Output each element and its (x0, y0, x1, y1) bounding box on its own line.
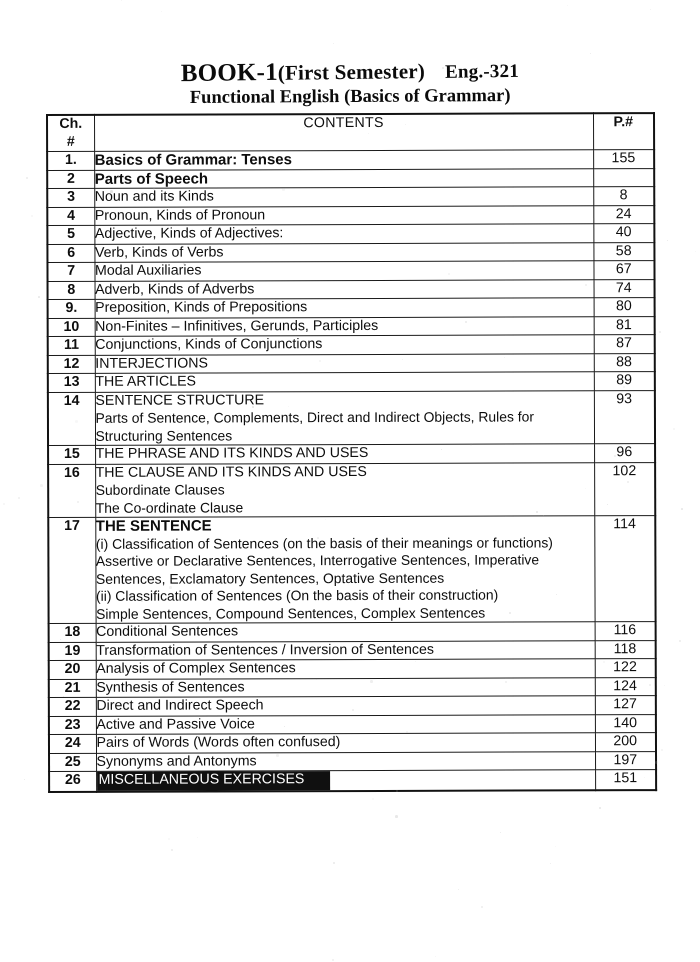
chapter-title-text: Noun and its Kinds (94, 188, 214, 205)
cell-chapter-title (96, 770, 595, 792)
cell-chapter-number: 11 (48, 336, 95, 355)
cell-page-number: 102 (594, 462, 655, 516)
cell-chapter-number: 9. (48, 299, 95, 318)
table-row (48, 390, 655, 445)
semester-label: (First Semester) (277, 59, 426, 85)
table-row (48, 316, 655, 336)
cell-page-number: 122 (595, 659, 656, 678)
cell-page-number: 200 (595, 733, 656, 752)
table-row (47, 261, 654, 281)
cell-chapter-number: 10 (48, 318, 95, 337)
table-row (48, 372, 655, 392)
chapter-title-text: Transformation of Sentences / Inversion of Sentences (96, 641, 435, 659)
cell-page-number: 124 (595, 677, 656, 696)
cell-chapter-title (94, 150, 593, 170)
cell-chapter-title (96, 659, 595, 679)
table-row (48, 353, 655, 373)
table-row (48, 462, 655, 517)
cell-chapter-number: 18 (49, 623, 96, 642)
cell-page-number: 58 (593, 242, 654, 261)
cell-chapter-title (96, 696, 595, 716)
cell-page-number: 127 (595, 696, 656, 715)
table-row (47, 168, 654, 188)
cell-chapter-number: 26 (49, 771, 96, 791)
chapter-title-text: Basics of Grammar: Tenses (94, 151, 292, 169)
cell-chapter-number: 6 (47, 244, 94, 263)
chapter-title-text: THE ARTICLES (95, 373, 197, 390)
column-header-page: P.# (593, 113, 654, 150)
cell-page-number: 81 (594, 316, 655, 335)
cell-chapter-number: 8 (48, 281, 95, 300)
cell-chapter-number: 13 (48, 373, 95, 392)
chapter-title-text: Conditional Sentences (96, 623, 239, 640)
cell-page-number: 24 (593, 205, 654, 224)
cell-chapter-number: 3 (47, 188, 94, 207)
cell-chapter-number: 12 (48, 355, 95, 374)
cell-chapter-title (96, 751, 595, 771)
cell-chapter-title (95, 316, 594, 336)
cell-chapter-number: 2 (47, 170, 94, 189)
cell-chapter-number: 7 (47, 262, 94, 281)
cell-chapter-title (96, 733, 595, 753)
cell-chapter-number: 20 (49, 660, 96, 679)
cell-chapter-number: 16 (48, 464, 95, 518)
cell-chapter-number: 17 (48, 517, 95, 623)
table-row (48, 444, 655, 464)
chapter-title-text: Direct and Indirect Speech (96, 697, 264, 714)
table-row (48, 298, 655, 318)
cell-chapter-title (94, 261, 593, 281)
cell-chapter-number: 5 (47, 225, 94, 244)
table-row (49, 714, 656, 734)
course-code: Eng.-321 (444, 60, 520, 83)
contents-table (46, 112, 657, 792)
chapter-title-text: Non-Finites – Infinitives, Gerunds, Participles (95, 317, 379, 335)
chapter-title-text: Adjective, Kinds of Adjectives: (94, 225, 284, 242)
chapter-title-text: Modal Auxiliaries (94, 262, 202, 279)
cell-chapter-title (94, 205, 593, 225)
table-row (49, 733, 656, 753)
cell-page-number: 87 (594, 335, 655, 354)
cell-page-number: 116 (595, 622, 656, 641)
table-row (47, 150, 654, 170)
table-row (49, 622, 656, 642)
cell-chapter-title (95, 298, 594, 318)
cell-page-number: 197 (595, 751, 656, 770)
chapter-title-text: Verb, Kinds of Verbs (94, 243, 224, 261)
chapter-title-text (97, 770, 595, 790)
cell-page-number: 67 (593, 261, 654, 280)
cell-chapter-title (95, 390, 594, 445)
cell-chapter-number: 21 (49, 679, 96, 698)
table-row (49, 696, 656, 716)
book-title: BOOK-1 (180, 58, 278, 88)
table-row (49, 751, 656, 771)
chapter-title-text: Pairs of Words (Words often confused) (96, 734, 341, 751)
cell-page-number: 8 (593, 187, 654, 206)
cell-page-number: 118 (595, 640, 656, 659)
chapter-title-text: Conjunctions, Kinds of Conjunctions (95, 336, 323, 353)
cell-chapter-number: 4 (47, 207, 94, 226)
cell-chapter-title (94, 168, 593, 188)
chapter-subtitle-line: Structuring Sentences (95, 426, 233, 444)
cell-page-number: 40 (593, 224, 654, 243)
cell-chapter-title (96, 622, 595, 642)
cell-chapter-number: 1. (47, 151, 94, 170)
table-row (49, 659, 656, 679)
table-row (47, 205, 654, 225)
table-row (47, 242, 654, 262)
chapter-title-text: Synonyms and Antonyms (96, 752, 257, 770)
cell-chapter-number: 24 (49, 734, 96, 753)
chapter-title-text: Adverb, Kinds of Adverbs (95, 280, 255, 298)
cell-chapter-number: 14 (48, 392, 95, 446)
cell-chapter-title (96, 714, 595, 734)
chapter-subtitle-line: Subordinate Clauses (95, 481, 225, 498)
cell-chapter-number: 15 (48, 445, 95, 464)
cell-chapter-title (95, 462, 594, 517)
contents-table-wrapper (46, 112, 657, 792)
cell-page-number: 93 (594, 390, 655, 444)
chapter-title-text: Analysis of Complex Sentences (96, 660, 296, 677)
cell-chapter-title (95, 279, 594, 299)
chapter-title-text: THE CLAUSE AND ITS KINDS AND USES (95, 463, 367, 481)
table-row (48, 335, 655, 355)
cell-chapter-title (96, 640, 595, 660)
cell-page-number: 151 (595, 770, 656, 790)
chapter-subtitle-line: (ii) Classification of Sentences (On the basis of their construction) (95, 586, 499, 604)
cell-chapter-title (95, 516, 594, 624)
cell-page-number (593, 168, 654, 187)
cell-chapter-title (94, 224, 593, 244)
cell-chapter-title (94, 187, 593, 207)
chapter-subtitle-line: Parts of Sentence, Complements, Direct and Indirect Objects, Rules for (95, 408, 535, 426)
cell-chapter-number: 22 (49, 697, 96, 716)
cell-chapter-number: 23 (49, 716, 96, 735)
chapter-subtitle-line: (i) Classification of Sentences (on the basis of their meanings or functions) (95, 533, 553, 552)
cell-page-number: 155 (593, 150, 654, 169)
chapter-title-text: Synthesis of Sentences (96, 678, 245, 696)
cell-page-number: 80 (594, 298, 655, 317)
table-header-row (47, 113, 654, 151)
chapter-header-line2: # (66, 133, 75, 150)
cell-chapter-title (96, 677, 595, 697)
cell-chapter-number: 25 (49, 753, 96, 772)
chapter-title-text: THE SENTENCE (95, 517, 212, 535)
chapter-title-text: SENTENCE STRUCTURE (95, 391, 265, 409)
column-header-contents: CONTENTS (94, 113, 593, 151)
table-row (47, 187, 654, 207)
chapter-title-text: Active and Passive Voice (96, 715, 255, 733)
table-row (48, 516, 655, 624)
chapter-title-text: INTERJECTIONS (95, 354, 209, 372)
cell-page-number: 74 (594, 279, 655, 298)
cell-chapter-title (94, 242, 593, 262)
chapter-subtitle-line: Sentences, Exclamatory Sentences, Optative Sentences (95, 569, 445, 587)
chapter-subtitle-line: The Co-ordinate Clause (95, 498, 244, 516)
table-row (49, 770, 656, 792)
table-row (47, 224, 654, 244)
cell-chapter-title (95, 372, 594, 392)
page-title-block (0, 54, 700, 113)
page-subtitle: Functional English (Basics of Grammar) (189, 86, 511, 108)
cell-chapter-title (95, 335, 594, 355)
cell-chapter-number: 19 (49, 642, 96, 661)
chapter-title-text: Parts of Speech (94, 169, 209, 188)
cell-page-number: 114 (594, 516, 655, 622)
cell-page-number: 96 (594, 444, 655, 463)
cell-chapter-title (95, 444, 594, 464)
contents-table-body (47, 150, 656, 792)
chapter-title-text: THE PHRASE AND ITS KINDS AND USES (95, 444, 369, 462)
chapter-title-text: Pronoun, Kinds of Pronoun (94, 206, 266, 224)
table-row (49, 640, 656, 660)
chapter-subtitle-line: Assertive or Declarative Sentences, Interrogative Sentences, Imperative (95, 551, 540, 569)
highlighted-title: MISCELLANEOUS EXERCISES (97, 771, 331, 790)
column-header-chapter (47, 115, 94, 152)
table-row (49, 677, 656, 697)
cell-chapter-title (95, 353, 594, 373)
cell-page-number: 88 (594, 353, 655, 372)
cell-page-number: 140 (595, 714, 656, 733)
chapter-header-line1: Ch. (59, 115, 83, 132)
chapter-title-text: Preposition, Kinds of Prepositions (95, 299, 308, 316)
table-row (48, 279, 655, 299)
chapter-subtitle-line: Simple Sentences, Compound Sentences, Complex Sentences (96, 604, 486, 622)
cell-page-number: 89 (594, 372, 655, 391)
